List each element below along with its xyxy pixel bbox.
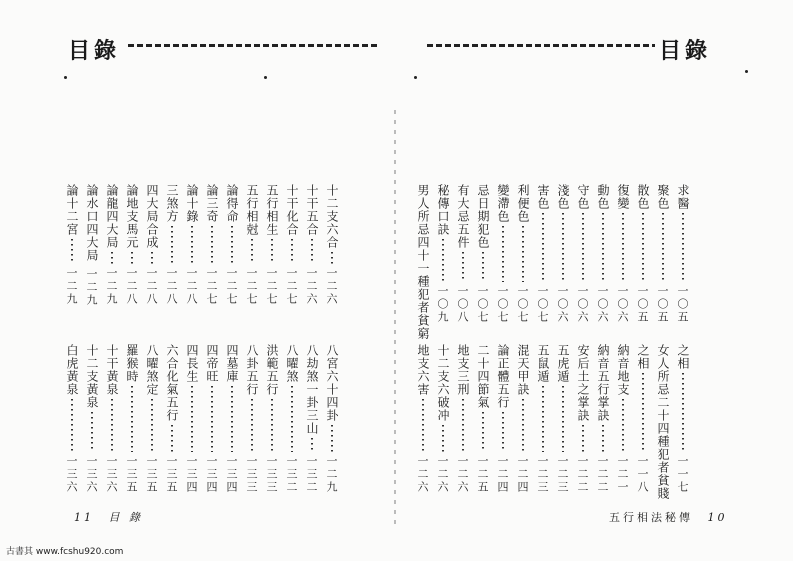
dot-leader xyxy=(462,399,464,452)
dot-leader xyxy=(171,226,173,264)
toc-entry-title: 納音地支 xyxy=(616,344,630,396)
toc-entry-page: 一二六 xyxy=(436,455,449,494)
toc-entry[interactable] xyxy=(303,344,320,494)
toc-entry-page: 一二四 xyxy=(516,455,529,494)
toc-entry-title: 求醫 xyxy=(676,184,690,210)
toc-entry[interactable] xyxy=(494,184,511,324)
right-footer-label: 五行相法秘傳 xyxy=(609,511,693,524)
toc-entry-title: 利便色 xyxy=(516,184,530,223)
toc-entry[interactable] xyxy=(83,184,100,306)
toc-entry-page: 一〇七 xyxy=(476,285,489,324)
toc-entry[interactable] xyxy=(474,344,491,494)
toc-entry-title: 女人所忌二十四種犯者貧賤 xyxy=(656,344,670,500)
toc-entry[interactable] xyxy=(263,184,280,306)
right-footer xyxy=(609,509,736,525)
toc-entry[interactable] xyxy=(83,344,100,494)
dot-leader xyxy=(71,239,73,264)
toc-entry[interactable] xyxy=(674,344,691,494)
dot-leader xyxy=(291,386,293,452)
toc-entry-title: 地支三刑 xyxy=(456,344,470,396)
dot-leader xyxy=(291,239,293,264)
left-lower-entries xyxy=(63,344,340,494)
left-footer xyxy=(66,509,143,525)
dot-leader xyxy=(642,373,644,452)
toc-entry-page: 一〇五 xyxy=(636,285,649,324)
toc-entry-title: 論十二宮 xyxy=(65,184,79,236)
toc-entry-page: 一二八 xyxy=(165,267,178,306)
toc-entry-title: 論得命 xyxy=(225,184,239,223)
toc-entry[interactable] xyxy=(103,184,120,306)
toc-entry-page: 一二六 xyxy=(305,267,318,306)
toc-entry-page: 一三四 xyxy=(225,455,238,494)
dot-leader xyxy=(562,213,564,282)
toc-entry-title: 論正體五行 xyxy=(496,344,510,409)
toc-entry[interactable] xyxy=(243,184,260,306)
print-speck xyxy=(64,76,67,79)
toc-entry-title: 羅猴時 xyxy=(125,344,139,383)
toc-entry-page: 一二二 xyxy=(576,455,589,494)
toc-entry-title: 三煞方 xyxy=(165,184,179,223)
toc-entry-title: 四帝旺 xyxy=(205,344,219,383)
dot-leader xyxy=(231,226,233,264)
print-speck xyxy=(745,70,748,73)
toc-entry[interactable] xyxy=(674,184,691,324)
toc-entry-page: 一一七 xyxy=(676,455,689,494)
toc-entry-page: 一三六 xyxy=(105,455,118,494)
toc-entry[interactable] xyxy=(223,184,240,306)
toc-entry-title: 聚色 xyxy=(656,184,670,210)
dot-leader xyxy=(462,252,464,282)
toc-entry[interactable] xyxy=(454,344,471,494)
toc-entry[interactable] xyxy=(574,344,591,494)
toc-entry-page: 一二八 xyxy=(145,267,158,306)
toc-entry-title: 八曜煞 xyxy=(285,344,299,383)
toc-entry-page: 一三五 xyxy=(145,455,158,494)
toc-entry[interactable] xyxy=(474,184,491,324)
toc-entry[interactable] xyxy=(143,184,160,306)
right-page-number: 10 xyxy=(707,511,728,524)
dot-leader xyxy=(582,425,584,452)
toc-entry[interactable] xyxy=(654,344,671,500)
dot-leader xyxy=(682,373,684,452)
toc-entry-title: 論地支馬元 xyxy=(125,184,139,249)
dot-leader xyxy=(682,213,684,282)
dot-leader xyxy=(662,213,664,282)
dot-leader xyxy=(131,386,133,452)
dot-leader xyxy=(131,252,133,264)
toc-entry-title: 十干黃泉 xyxy=(105,344,119,396)
toc-entry-title: 五行相生 xyxy=(265,184,279,236)
toc-entry[interactable] xyxy=(303,184,320,306)
dot-leader xyxy=(442,239,444,282)
toc-entry-title: 四長生 xyxy=(185,344,199,383)
toc-entry-title: 之相 xyxy=(676,344,690,370)
toc-entry-page: 一〇七 xyxy=(536,285,549,324)
dot-leader xyxy=(542,213,544,282)
toc-entry-title: 論三奇 xyxy=(205,184,219,223)
toc-entry[interactable] xyxy=(63,184,80,306)
dot-leader xyxy=(602,213,604,282)
toc-entry[interactable] xyxy=(183,184,200,306)
toc-entry-title: 混天甲訣 xyxy=(516,344,530,396)
toc-entry[interactable] xyxy=(283,184,300,306)
dot-leader xyxy=(211,386,213,452)
toc-entry-title: 論龍四大局 xyxy=(105,184,119,249)
dot-leader xyxy=(602,425,604,452)
left-footer-label: 目 錄 xyxy=(108,511,143,524)
toc-entry-page: 一二九 xyxy=(105,267,118,306)
toc-entry-page: 一二九 xyxy=(85,268,98,307)
toc-entry[interactable] xyxy=(634,184,651,324)
toc-entry[interactable] xyxy=(434,184,451,324)
toc-entry-title: 變滯色 xyxy=(496,184,510,223)
toc-entry-title: 十二支六合 xyxy=(325,184,339,249)
toc-entry-page: 一二七 xyxy=(245,267,258,306)
dot-leader xyxy=(622,213,624,282)
toc-entry-title: 守色 xyxy=(576,184,590,210)
toc-entry-title: 八曜煞定 xyxy=(145,344,159,396)
toc-entry-page: 一二七 xyxy=(285,267,298,306)
dot-leader xyxy=(151,252,153,264)
toc-entry-page: 一二六 xyxy=(325,267,338,306)
dot-leader xyxy=(211,226,213,264)
dot-leader xyxy=(251,399,253,452)
toc-entry-page: 一〇七 xyxy=(516,285,529,324)
toc-entry-page: 一三六 xyxy=(65,455,78,494)
dot-leader xyxy=(562,386,564,452)
toc-entry-page: 一二五 xyxy=(476,455,489,494)
toc-entry-title: 淺色 xyxy=(556,184,570,210)
toc-entry-page: 一三三 xyxy=(265,455,278,494)
toc-entry-title: 秘傳口訣 xyxy=(436,184,450,236)
toc-entry-title: 動色 xyxy=(596,184,610,210)
toc-entry[interactable] xyxy=(514,184,531,324)
toc-entry-page: 一二七 xyxy=(225,267,238,306)
toc-entry-page: 一三二 xyxy=(305,455,318,494)
toc-entry-page: 一三四 xyxy=(205,455,218,494)
toc-entry[interactable] xyxy=(434,344,451,494)
toc-entry[interactable] xyxy=(243,344,260,494)
dot-leader xyxy=(502,412,504,452)
toc-entry-title: 復變 xyxy=(616,184,630,210)
toc-entry-page: 一三五 xyxy=(125,455,138,494)
toc-entry-page: 一〇六 xyxy=(576,285,589,324)
toc-entry-page: 一二八 xyxy=(125,267,138,306)
toc-entry-title: 之相 xyxy=(636,344,650,370)
dot-leader xyxy=(71,399,73,452)
toc-entry-page: 一二三 xyxy=(556,455,569,494)
toc-entry-title: 十干五合 xyxy=(305,184,319,236)
toc-entry-page: 一二七 xyxy=(265,267,278,306)
toc-entry-title: 白虎黃泉 xyxy=(65,344,79,396)
print-speck xyxy=(414,76,417,79)
toc-entry-page: 一二四 xyxy=(496,455,509,494)
toc-entry-page: 一二六 xyxy=(416,455,429,494)
dot-leader xyxy=(311,438,313,452)
toc-entry-page: 一〇五 xyxy=(676,285,689,324)
right-page xyxy=(397,0,793,561)
toc-entry[interactable] xyxy=(654,184,671,324)
toc-entry-title: 論水口四大局 xyxy=(85,184,99,262)
dot-leader xyxy=(191,226,193,264)
toc-entry-page: 一二九 xyxy=(65,267,78,306)
dot-leader xyxy=(251,239,253,264)
toc-entry[interactable] xyxy=(163,184,180,306)
dot-leader xyxy=(191,386,193,452)
dot-leader xyxy=(91,412,93,452)
toc-entry-title: 有大忌五件 xyxy=(456,184,470,249)
toc-entry-title: 忌日期犯色 xyxy=(476,184,490,249)
toc-entry-title: 納音五行掌訣 xyxy=(596,344,610,422)
toc-entry-title: 四大局合成 xyxy=(145,184,159,249)
dot-leader xyxy=(331,252,333,264)
right-page-title: 目錄 xyxy=(659,38,712,64)
toc-entry[interactable] xyxy=(203,344,220,494)
dot-leader xyxy=(231,386,233,452)
toc-entry[interactable] xyxy=(183,344,200,494)
toc-entry[interactable] xyxy=(123,344,140,494)
toc-entry-page: 一〇九 xyxy=(436,285,449,324)
toc-entry-page: 一二六 xyxy=(456,455,469,494)
dot-leader xyxy=(111,252,113,264)
toc-entry[interactable] xyxy=(223,344,240,494)
toc-entry-page: 一二三 xyxy=(536,455,549,494)
toc-entry-title: 二十四節氣 xyxy=(476,344,490,409)
toc-entry-title: 十二支六破冲 xyxy=(436,344,450,422)
toc-entry-page: 一二九 xyxy=(325,455,338,494)
left-page-number: 11 xyxy=(74,511,94,524)
toc-entry[interactable] xyxy=(554,184,571,324)
dot-leader xyxy=(522,226,524,282)
toc-entry[interactable] xyxy=(63,344,80,494)
dot-leader xyxy=(582,213,584,282)
toc-entry[interactable] xyxy=(594,344,611,494)
toc-entry-page: 一〇六 xyxy=(556,285,569,324)
toc-entry-title: 十二支黃泉 xyxy=(85,344,99,409)
site-watermark: 古書其 www.fcshu920.com xyxy=(6,547,124,557)
toc-entry-page: 一三六 xyxy=(85,455,98,494)
toc-entry-title: 八劫煞一卦三山 xyxy=(305,344,319,435)
toc-entry-title: 散色 xyxy=(636,184,650,210)
left-page-title: 目錄 xyxy=(68,38,121,64)
toc-entry[interactable] xyxy=(163,344,180,494)
toc-entry[interactable] xyxy=(534,344,551,494)
toc-entry-title: 論十錄 xyxy=(185,184,199,223)
toc-entry-title: 洪範五行 xyxy=(265,344,279,396)
toc-entry-page: 一二七 xyxy=(205,267,218,306)
toc-entry-title: 五虎遁 xyxy=(556,344,570,383)
toc-entry-page: 一〇六 xyxy=(596,285,609,324)
toc-entry[interactable] xyxy=(123,184,140,306)
toc-entry[interactable] xyxy=(614,344,631,494)
dot-leader xyxy=(622,399,624,452)
dot-leader xyxy=(442,425,444,452)
toc-entry-page: 一二八 xyxy=(185,267,198,306)
left-header-rule xyxy=(128,44,380,47)
dot-leader xyxy=(522,399,524,452)
dot-leader xyxy=(271,399,273,452)
dot-leader xyxy=(331,425,333,452)
toc-entry-title: 八宮六十四卦 xyxy=(325,344,339,422)
dot-leader xyxy=(482,252,484,282)
toc-entry[interactable] xyxy=(143,344,160,494)
toc-entry-page: 一三四 xyxy=(185,455,198,494)
toc-entry-page: 一〇五 xyxy=(656,285,669,324)
dot-leader xyxy=(271,239,273,264)
right-lower-entries xyxy=(414,344,691,500)
page-gutter xyxy=(394,110,396,530)
toc-entry[interactable] xyxy=(283,344,300,494)
right-upper-entries xyxy=(414,184,691,340)
toc-entry-title: 四墓庫 xyxy=(225,344,239,383)
dot-leader xyxy=(422,399,424,452)
toc-entry[interactable] xyxy=(574,184,591,324)
toc-entry-title: 十干化合 xyxy=(285,184,299,236)
toc-entry-page: 一一八 xyxy=(636,455,649,494)
dot-leader xyxy=(642,213,644,282)
toc-entry-title: 八卦五行 xyxy=(245,344,259,396)
dot-leader xyxy=(111,399,113,452)
toc-entry[interactable] xyxy=(263,344,280,494)
toc-entry[interactable] xyxy=(414,344,431,494)
dot-leader xyxy=(482,412,484,452)
dot-leader xyxy=(171,425,173,452)
dot-leader xyxy=(502,226,504,282)
toc-entry-page: 一二二 xyxy=(596,455,609,494)
toc-entry[interactable] xyxy=(534,184,551,324)
toc-entry[interactable] xyxy=(614,184,631,324)
toc-entry[interactable] xyxy=(323,184,340,306)
dot-leader xyxy=(311,239,313,264)
toc-entry-title: 地支六害 xyxy=(416,344,430,396)
toc-entry-title: 五行相尅 xyxy=(245,184,259,236)
toc-entry-page: 一三五 xyxy=(165,455,178,494)
toc-entry[interactable] xyxy=(203,184,220,306)
toc-entry-page: 一〇六 xyxy=(616,285,629,324)
left-page xyxy=(0,0,396,561)
toc-entry-title: 男人所忌四十一種犯者貧窮 xyxy=(416,184,430,340)
toc-entry[interactable] xyxy=(554,344,571,494)
toc-entry[interactable] xyxy=(103,344,120,494)
toc-entry-page: 一三二 xyxy=(285,455,298,494)
toc-entry-page: 一三三 xyxy=(245,455,258,494)
right-header-rule xyxy=(427,44,655,47)
toc-entry-page: 一〇七 xyxy=(496,285,509,324)
toc-entry[interactable] xyxy=(323,344,340,494)
toc-entry[interactable] xyxy=(594,184,611,324)
toc-entry[interactable] xyxy=(514,344,531,494)
toc-entry-title: 安后土之掌訣 xyxy=(576,344,590,422)
toc-entry-page: 一二一 xyxy=(616,455,629,494)
toc-entry[interactable] xyxy=(634,344,651,494)
toc-entry-title: 害色 xyxy=(536,184,550,210)
toc-entry[interactable] xyxy=(494,344,511,494)
left-upper-entries xyxy=(63,184,340,306)
dot-leader xyxy=(542,386,544,452)
toc-entry-title: 六合化氣五行 xyxy=(165,344,179,422)
toc-entry-page: 一〇八 xyxy=(456,285,469,324)
toc-entry[interactable] xyxy=(454,184,471,324)
dot-leader xyxy=(151,399,153,452)
print-speck xyxy=(264,76,267,79)
toc-entry-title: 五鼠遁 xyxy=(536,344,550,383)
toc-entry[interactable] xyxy=(414,184,431,340)
